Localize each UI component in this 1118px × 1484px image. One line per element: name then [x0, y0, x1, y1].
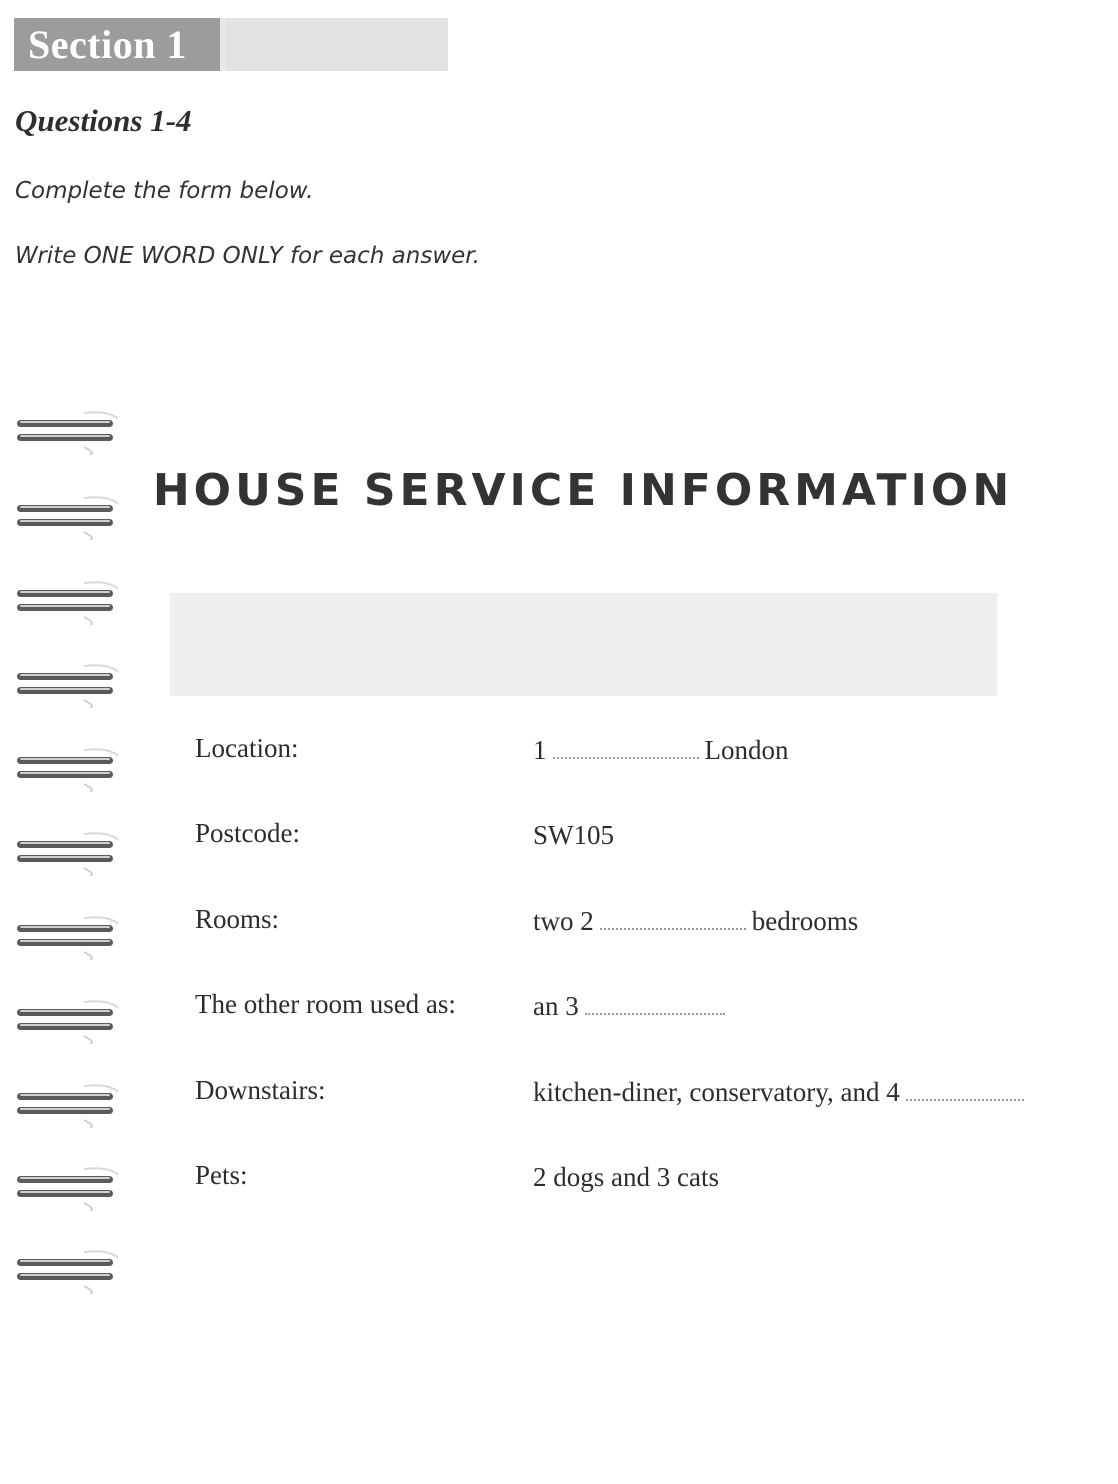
spiral-ring-icon [14, 826, 118, 876]
spiral-ring-icon [14, 1078, 118, 1128]
location-value [533, 735, 789, 766]
spiral-ring-icon [14, 910, 118, 960]
downstairs-label: Downstairs: [195, 1075, 326, 1105]
section-banner-faded [226, 18, 448, 71]
section-label: Section 1 [14, 18, 220, 71]
rooms-suffix: bedrooms [751, 906, 859, 936]
downstairs-prefix: kitchen-diner, conservatory, and 4 [533, 1077, 900, 1107]
rooms-label: Rooms: [195, 904, 280, 934]
form-title: HOUSE SERVICE INFORMATION [152, 465, 1014, 516]
location-suffix: London [704, 735, 789, 765]
answer-2-blank[interactable] [600, 912, 746, 930]
spiral-ring-icon [14, 994, 118, 1044]
pets-value: 2 dogs and 3 cats [533, 1162, 719, 1192]
spiral-ring-icon [14, 658, 118, 708]
other-room-label: The other room used as: [195, 989, 456, 1019]
rooms-value [533, 906, 858, 937]
instruction-word-limit: Write ONE WORD ONLY for each answer. [15, 243, 480, 269]
pets-label: Pets: [195, 1160, 248, 1190]
postcode-label: Postcode: [195, 818, 300, 848]
rooms-prefix: two 2 [533, 906, 594, 936]
example-box [170, 593, 997, 696]
spiral-ring-icon [14, 742, 118, 792]
other-room-value [533, 991, 731, 1022]
spiral-ring-icon [14, 1161, 118, 1211]
instruction-complete-form: Complete the form below. [15, 178, 314, 204]
answer-1-blank[interactable] [553, 741, 699, 759]
downstairs-value [533, 1077, 1030, 1108]
spiral-ring-icon [14, 405, 118, 455]
spiral-ring-icon [14, 575, 118, 625]
location-label: Location: [195, 733, 299, 763]
location-prefix: 1 [533, 735, 547, 765]
other-room-prefix: an 3 [533, 991, 579, 1021]
postcode-value: SW105 [533, 820, 614, 850]
answer-3-blank[interactable] [585, 997, 725, 1015]
answer-4-blank[interactable] [906, 1083, 1024, 1101]
questions-heading: Questions 1-4 [15, 103, 192, 138]
spiral-ring-icon [14, 1244, 118, 1294]
